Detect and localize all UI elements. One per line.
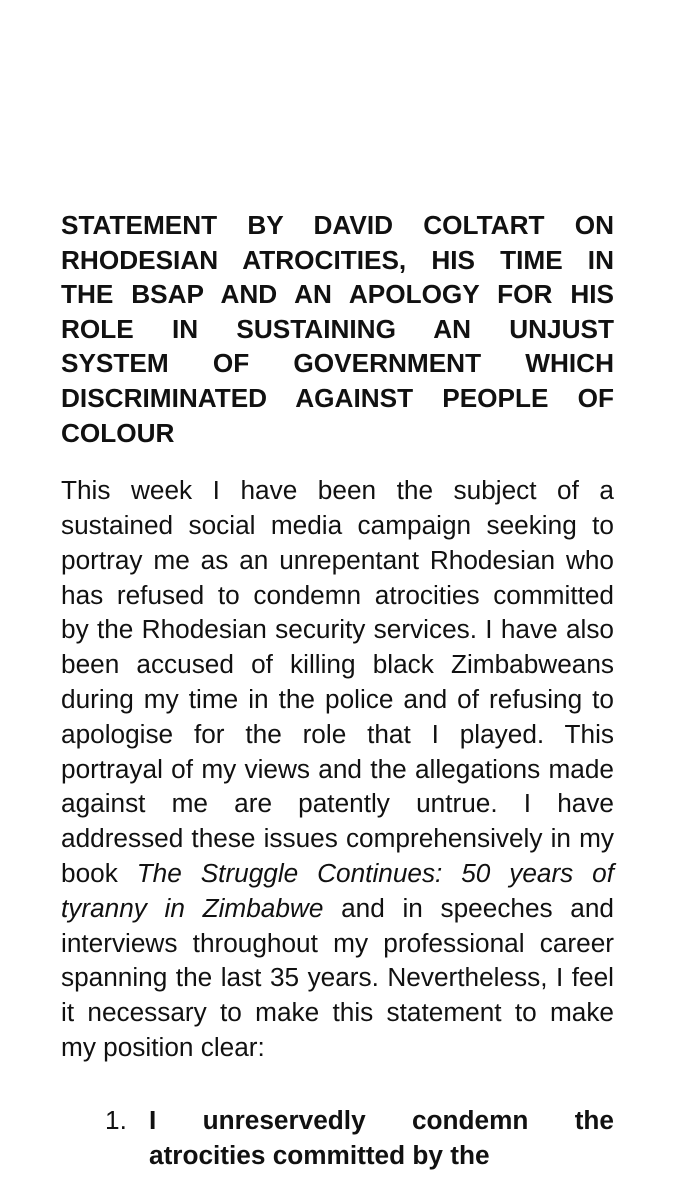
list-item-number: 1. <box>105 1104 127 1135</box>
document-title: STATEMENT BY DAVID COLTART ON RHODESIAN ATROCITIES, HIS TIME IN THE BSAP AND AN APOLOGY FOR HIS ROLE IN SUSTAINING AN UNJUST SYSTEM OF GOVERNMENT WHICH DISCRIMINATED AGAINST PEOPLE OF COLOUR <box>61 210 614 448</box>
statement-points-list <box>61 1103 614 1173</box>
paragraph-text-before-book: This week I have been the subject of a sustained social media campaign seeking to portray me as an unrepentant Rhodesian who has refused to condemn atrocities committed by the Rhodesian security services. I have also been accused of killing black Zimbabweans during my time in the police and of refusing to apologise for the role that I played. This portrayal of my views and the allegations made against me are patently untrue. I have addressed these issues comprehensively in my book <box>61 475 614 888</box>
list-item <box>61 1103 614 1173</box>
book-title: The Struggle Continues: 50 years of tyranny in Zimbabwe <box>61 857 615 923</box>
list-item-text: I unreservedly condemn the atrocities committed by the <box>149 1104 614 1170</box>
statement-paragraph <box>61 473 614 1065</box>
document-page <box>61 208 614 1173</box>
paragraph-text-after-book: and in speeches and interviews throughout my professional career spanning the last 35 years. Nevertheless, I feel it necessary to make this statement to make my position clear: <box>61 892 614 1062</box>
